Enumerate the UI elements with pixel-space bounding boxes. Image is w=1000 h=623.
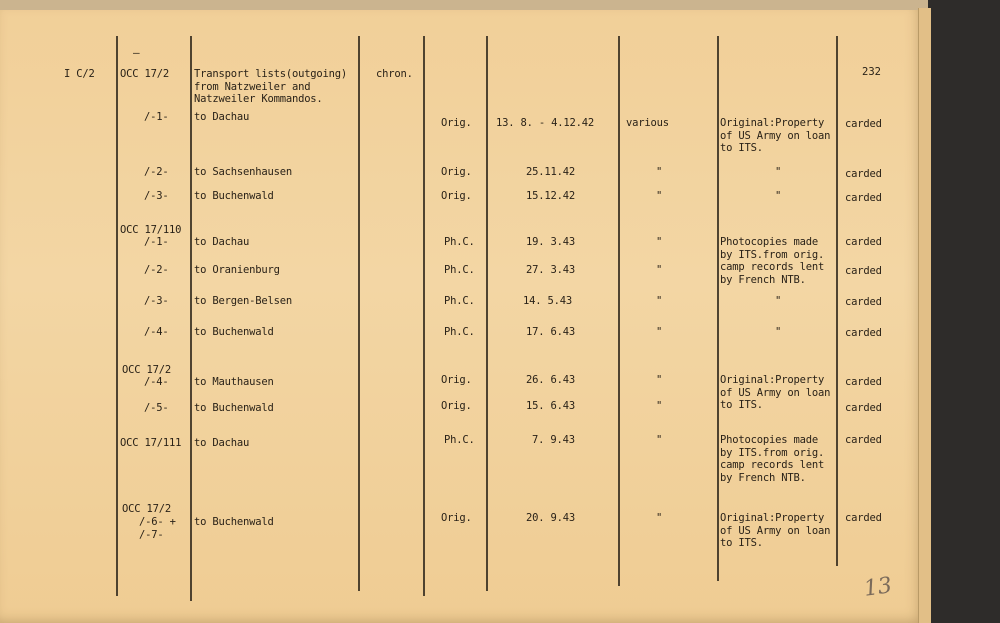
- row-note: Original:Property of US Army on loan to ITS.: [720, 374, 831, 411]
- row-status: carded: [845, 296, 882, 308]
- row-status: carded: [845, 118, 882, 130]
- row-quantity: ": [656, 374, 663, 386]
- row-type: Ph.C.: [444, 434, 475, 446]
- row-date: 7. 9.43: [532, 434, 575, 446]
- row-sub-number: /-3-: [144, 295, 169, 307]
- sort-order: chron.: [376, 68, 413, 80]
- row-group-code: OCC 17/2: [122, 503, 171, 515]
- row-status: carded: [845, 168, 882, 180]
- row-date: 27. 3.43: [526, 264, 575, 276]
- row-note: Original:Property of US Army on loan to ITS.: [720, 512, 831, 549]
- row-sub-number: /-6- + /-7-: [139, 516, 176, 541]
- page-top-edge: [0, 0, 928, 10]
- row-quantity: ": [656, 295, 663, 307]
- row-sub-number: /-2-: [144, 264, 169, 276]
- column-rule: [116, 36, 118, 596]
- row-note: Photocopies made by ITS.from orig. camp records lent by French NTB.: [720, 434, 825, 484]
- row-destination: to Sachsenhausen: [194, 166, 292, 178]
- row-type: Orig.: [441, 374, 472, 386]
- row-date: 15. 6.43: [526, 400, 575, 412]
- row-date: 20. 9.43: [526, 512, 575, 524]
- row-note: ": [775, 190, 782, 202]
- row-type: Ph.C.: [444, 264, 475, 276]
- row-destination: to Mauthausen: [194, 376, 274, 388]
- row-group-code: OCC 17/2: [122, 364, 171, 376]
- row-sub-number: /-3-: [144, 190, 169, 202]
- row-type: Orig.: [441, 190, 472, 202]
- row-destination: to Dachau: [194, 111, 250, 123]
- row-status: carded: [845, 265, 882, 277]
- column-rule: [423, 36, 425, 596]
- row-quantity: ": [656, 512, 663, 524]
- row-destination: to Dachau: [194, 236, 250, 248]
- row-status: carded: [845, 327, 882, 339]
- row-status: carded: [845, 192, 882, 204]
- row-quantity: ": [656, 190, 663, 202]
- row-destination: to Bergen-Belsen: [194, 295, 292, 307]
- collection-code: OCC 17/2: [120, 68, 169, 80]
- row-sub-number: /-1-: [144, 236, 169, 248]
- row-quantity: ": [656, 236, 663, 248]
- row-quantity: ": [656, 400, 663, 412]
- row-destination: to Buchenwald: [194, 326, 274, 338]
- row-group-code: OCC 17/110: [120, 224, 182, 236]
- row-date: 14. 5.43: [523, 295, 572, 307]
- row-sub-number: /-4-: [144, 376, 169, 388]
- row-note: ": [775, 295, 782, 307]
- collection-description: Transport lists(outgoing) from Natzweiler and Natzweiler Kommandos.: [194, 68, 348, 105]
- row-date: 19. 3.43: [526, 236, 575, 248]
- row-status: carded: [845, 376, 882, 388]
- row-quantity: ": [656, 326, 663, 338]
- row-status: carded: [845, 512, 882, 524]
- row-quantity: various: [626, 117, 669, 129]
- page-binding-edge: [918, 8, 931, 623]
- row-destination: to Dachau: [194, 437, 250, 449]
- row-date: 15.12.42: [526, 190, 575, 202]
- row-date: 26. 6.43: [526, 374, 575, 386]
- column-rule: [486, 36, 488, 591]
- row-date: 25.11.42: [526, 166, 575, 178]
- row-destination: to Buchenwald: [194, 190, 274, 202]
- row-sub-number: /-2-: [144, 166, 169, 178]
- row-destination: to Buchenwald: [194, 516, 274, 528]
- row-sub-number: /-1-: [144, 111, 169, 123]
- row-type: Ph.C.: [444, 326, 475, 338]
- column-rule: [717, 36, 719, 581]
- hand-mark: –: [133, 46, 140, 59]
- row-destination: to Oranienburg: [194, 264, 280, 276]
- row-status: carded: [845, 434, 882, 446]
- reference-code: I C/2: [64, 68, 95, 80]
- page-number: 232: [862, 66, 881, 78]
- row-type: Orig.: [441, 512, 472, 524]
- row-type: Orig.: [441, 117, 472, 129]
- row-note: Original:Property of US Army on loan to ITS.: [720, 117, 831, 154]
- row-sub-number: /-4-: [144, 326, 169, 338]
- column-rule: [836, 36, 838, 566]
- row-type: Orig.: [441, 166, 472, 178]
- row-note: ": [775, 166, 782, 178]
- row-quantity: ": [656, 434, 663, 446]
- row-status: carded: [845, 236, 882, 248]
- row-note: ": [775, 326, 782, 338]
- row-group-code: OCC 17/111: [120, 437, 182, 449]
- row-status: carded: [845, 402, 882, 414]
- row-date: 17. 6.43: [526, 326, 575, 338]
- column-rule: [618, 36, 620, 586]
- row-note: Photocopies made by ITS.from orig. camp records lent by French NTB.: [720, 236, 825, 286]
- row-sub-number: /-5-: [144, 402, 169, 414]
- row-destination: to Buchenwald: [194, 402, 274, 414]
- row-quantity: ": [656, 264, 663, 276]
- row-type: Ph.C.: [444, 236, 475, 248]
- column-rule: [358, 36, 360, 591]
- row-type: Orig.: [441, 400, 472, 412]
- row-type: Ph.C.: [444, 295, 475, 307]
- row-date: 13. 8. - 4.12.42: [496, 117, 594, 129]
- row-quantity: ": [656, 166, 663, 178]
- folio-mark: 13: [862, 573, 894, 602]
